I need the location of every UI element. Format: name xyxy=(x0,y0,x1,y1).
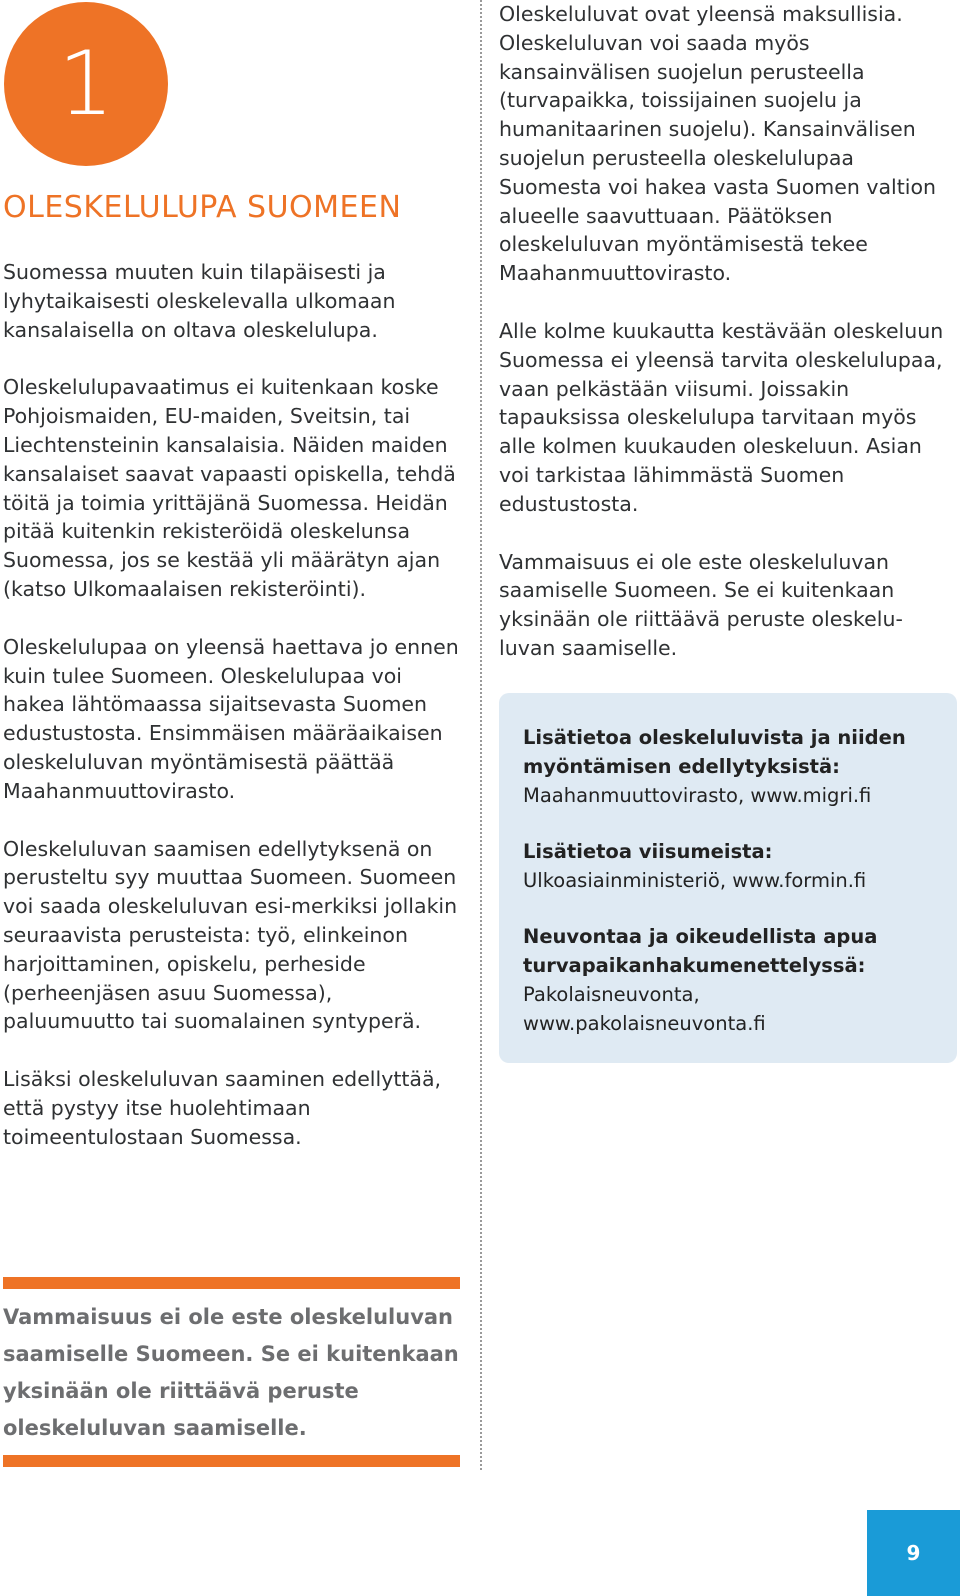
right-column xyxy=(499,0,945,692)
info-text: Pakolaisneuvonta, www.pakolaisneuvonta.fi xyxy=(523,983,766,1035)
info-item xyxy=(523,837,937,895)
paragraph: Alle kolme kuukautta kestävään oleskeluun Suomessa ei yleensä tarvita oleskelulupaa, vaan pelkästään viisumi. Joissakin tapauksissa oleskelulupa tarvitaan myös alle kolmen kuukauden oleskeluun. Asian voi tarkistaa lähimmästä Suomen edustustosta. xyxy=(499,318,944,516)
paragraph: Oleskelulupavaatimus ei kuitenkaan koske Pohjoismaiden, EU-maiden, Sveitsin, tai Liechtensteinin kansalaisia. Näiden maiden kansalaiset saavat vapaasti opiskella, tehdä töitä ja toimia yrittäjänä Suomessa. Heidän pitää kuitenkin rekisteröidä oleskelunsa Suomessa, jos se kestää yli määrätyn ajan (katso Ulkomaalaisen rekisteröinti). xyxy=(3,375,456,601)
info-text: Ulkoasiainministeriö, www.formin.fi xyxy=(523,869,867,892)
column-divider xyxy=(480,0,482,1470)
paragraph: Oleskeluluvat ovat yleensä maksullisia. Oleskeluluvan voi saada myös kansainvälisen suojelun perusteella (turvapaikka, toissijainen suojelu ja humanitaarinen suojelu). Kansainvälisen suojelun perusteella oleskelulupaa Suomesta voi hakea vasta Suomen valtion alueelle saavuttuaan. Päätöksen oleskeluluvan myöntämisestä tekee Maahanmuuttovirasto. xyxy=(499,2,936,286)
chapter-number: 1 xyxy=(58,32,114,135)
left-column xyxy=(3,258,465,1181)
page-title: OLESKELULUPA SUOMEEN xyxy=(3,190,402,225)
pull-quote: Vammaisuus ei ole este oleskeluluvan saamiselle Suomeen. Se ei kuitenkaan yksinään ole riittäävä peruste oleskeluluvan saamiselle. xyxy=(3,1305,459,1440)
paragraph: Lisäksi oleskeluluvan saaminen edellyttää, että pystyy itse huolehtimaan toimeentulostaan Suomessa. xyxy=(3,1067,442,1149)
info-heading: Lisätietoa oleskeluluvista ja niiden myöntämisen edellytyksistä: xyxy=(523,726,906,778)
pull-quote-top-rule xyxy=(3,1277,460,1289)
page-number-label: 9 xyxy=(906,1541,921,1565)
paragraph: Oleskelulupaa on yleensä haettava jo ennen kuin tulee Suomeen. Oleskelulupaa voi hakea lähtömaassa sijaitsevasta Suomen edustustosta. Ensimmäisen määräaikaisen oleskeluluvan myöntämisestä päättää Maahanmuuttovirasto. xyxy=(3,634,459,803)
paragraph: Suomessa muuten kuin tilapäisesti ja lyhytaikaisesti oleskelevalla ulkomaan kansalaisella on oltava oleskelulupa. xyxy=(3,260,396,342)
info-text: Maahanmuuttovirasto, www.migri.fi xyxy=(523,784,872,807)
pull-quote-bottom-rule xyxy=(3,1455,460,1467)
info-item xyxy=(523,723,937,810)
paragraph: Vammaisuus ei ole este oleskeluluvan saamiselle Suomeen. Se ei kuitenkaan yksinään ole riittäävä peruste oleskelu-luvan saamiselle. xyxy=(499,549,903,660)
info-heading: Lisätietoa viisumeista: xyxy=(523,840,773,863)
paragraph: Oleskeluluvan saamisen edellytyksenä on perusteltu syy muuttaa Suomeen. Suomeen voi saada oleskeluluvan esi-merkiksi jollakin seuraavista perusteista: työ, elinkeinon harjoittaminen, opiskelu, perheside (perheenjäsen asuu Suomessa), paluumuutto tai suomalainen syntyperä. xyxy=(3,836,458,1034)
chapter-number-badge xyxy=(4,2,168,166)
info-item xyxy=(523,922,937,1038)
page-number xyxy=(867,1510,960,1596)
info-box xyxy=(499,693,957,1063)
info-heading: Neuvontaa ja oikeudellista apua turvapaikanhakumenettelyssä: xyxy=(523,925,878,977)
